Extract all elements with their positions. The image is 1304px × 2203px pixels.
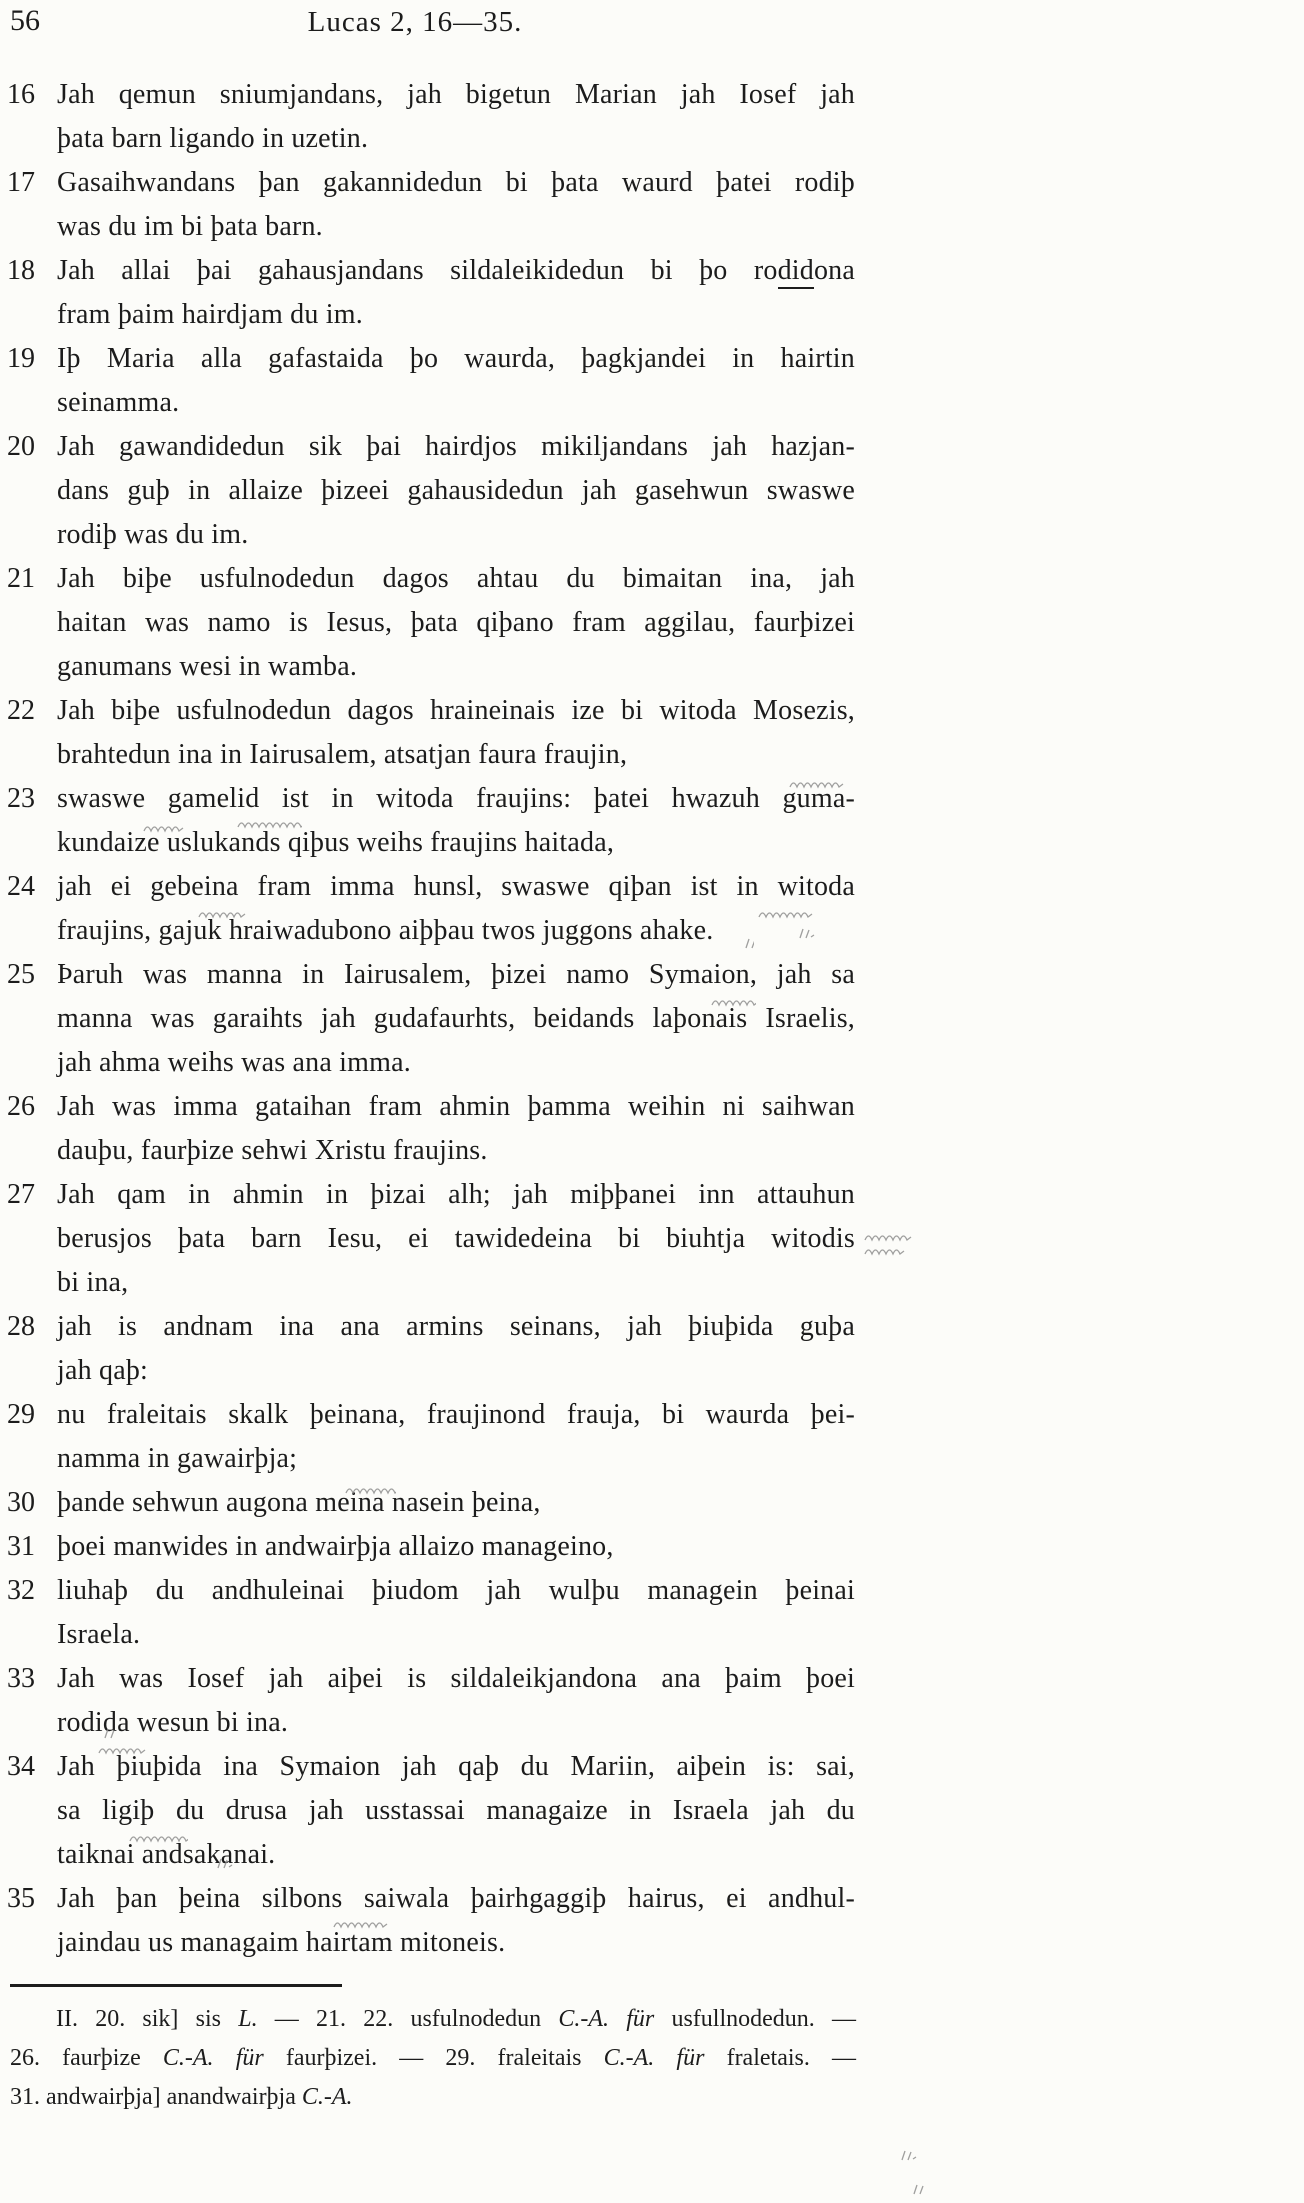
text-segment: fraujins, gajuk hraiwadubono aiþþau twos juggons ahake. <box>57 915 714 946</box>
verse-line <box>57 1393 855 1437</box>
verse-line <box>57 1569 855 1613</box>
verse-line <box>57 1349 855 1393</box>
text-segment: Gasaihwandans þan gakannidedun bi þata waurd þatei rodiþ <box>57 167 855 198</box>
text-segment: fram þaim hairdjam du im. <box>57 299 363 330</box>
text-segment: dauþu, faurþize sehwi Xristu fraujins. <box>57 1135 488 1166</box>
verse-23 <box>7 777 855 865</box>
verse-34 <box>7 1745 855 1877</box>
verse-line <box>57 469 855 513</box>
text-segment: berusjos þata barn Iesu, ei tawidedeina bi biuhtja witodis <box>57 1223 855 1254</box>
verse-line <box>57 997 855 1041</box>
verse-line <box>57 337 855 381</box>
verse-35 <box>7 1877 855 1965</box>
text-segment: Þaruh was manna in Iairusalem, þizei namo Symaion, jah sa <box>57 959 855 990</box>
text-segment: Jah allai þai gahausjandans sildaleikidedun bi þo ro <box>57 255 778 286</box>
text-segment: Jah biþe usfulnodedun dagos ahtau du bimaitan ina, jah <box>57 563 855 594</box>
verse-line <box>57 425 855 469</box>
text-segment: II. 20. sik] sis <box>56 2006 239 2032</box>
text-segment: jaindau us managaim hairtam mitoneis. <box>57 1927 506 1958</box>
verse-line <box>57 1701 855 1745</box>
text-segment: Jah biþe usfulnodedun dagos hraineinais ize bi witoda Mosezis, <box>57 695 855 726</box>
text-segment: usfullnodedun. — <box>654 2006 856 2032</box>
verse-line <box>57 1877 855 1921</box>
verse-line <box>57 909 855 953</box>
verse-line <box>57 1217 855 1261</box>
text-segment: Jah was Iosef jah aiþei is sildaleikjandona ana þaim þoei <box>57 1663 855 1694</box>
text-segment: bi ina, <box>57 1267 129 1298</box>
text-segment: jah ahma weihs was ana imma. <box>57 1047 411 1078</box>
verse-line <box>57 381 855 425</box>
text-segment: taiknai andsakanai. <box>57 1839 276 1870</box>
verse-line <box>57 205 855 249</box>
verse-line <box>57 1305 855 1349</box>
verse-number: 31 <box>7 1531 35 1562</box>
verse-line <box>57 1481 855 1525</box>
verse-number: 18 <box>7 255 35 286</box>
pencil-annotation <box>900 2148 918 2164</box>
text-segment: Jah gawandidedun sik þai hairdjos mikiljandans jah hazjan- <box>57 431 855 462</box>
text-segment: brahtedun ina in Iairusalem, atsatjan faura fraujin, <box>57 739 628 770</box>
verse-number: 23 <box>7 783 35 814</box>
verse-number: 19 <box>7 343 35 374</box>
verse-27 <box>7 1173 855 1305</box>
text-segment: 31. andwairþja] anandwairþja <box>10 2084 302 2110</box>
verse-17 <box>7 161 855 249</box>
verse-28 <box>7 1305 855 1393</box>
text-segment: Jah þiuþida ina Symaion jah qaþ du Mariin, aiþein is: sai, <box>57 1751 855 1782</box>
footnote-line <box>10 2000 856 2039</box>
text-segment: nu fraleitais skalk þeinana, fraujinond frauja, bi waurda þei- <box>57 1399 855 1430</box>
verse-line <box>57 1613 855 1657</box>
verse-number: 25 <box>7 959 35 990</box>
text-segment: jah is andnam ina ana armins seinans, jah þiuþida guþa <box>57 1311 855 1342</box>
verse-line <box>57 1833 855 1877</box>
text-segment: seinamma. <box>57 387 180 418</box>
text-segment: kundaize uslukands qiþus weihs fraujins haitada, <box>57 827 615 858</box>
verse-line <box>57 1525 855 1569</box>
verse-line <box>57 1745 855 1789</box>
footnote-line <box>10 2039 856 2078</box>
pencil-annotation <box>912 2182 924 2198</box>
verse-number: 21 <box>7 563 35 594</box>
verse-line <box>57 1129 855 1173</box>
verse-line <box>57 1789 855 1833</box>
verse-30 <box>7 1481 855 1525</box>
footnote-rule <box>10 1984 342 1987</box>
verse-number: 32 <box>7 1575 35 1606</box>
text-segment: faurþizei. — 29. fraleitais <box>263 2045 604 2071</box>
text-segment: rodida wesun bi ina. <box>57 1707 289 1738</box>
verse-18 <box>7 249 855 337</box>
verse-line <box>57 557 855 601</box>
text-segment: fraletais. — <box>704 2045 856 2071</box>
verse-19 <box>7 337 855 425</box>
verse-number: 29 <box>7 1399 35 1430</box>
verse-22 <box>7 689 855 777</box>
verse-number: 22 <box>7 695 35 726</box>
verse-line <box>57 1261 855 1305</box>
text-segment: L. <box>238 2006 258 2032</box>
verse-line <box>57 513 855 557</box>
verse-line <box>57 689 855 733</box>
verse-line <box>57 117 855 161</box>
verse-line <box>57 777 855 821</box>
footnote-line <box>10 2078 856 2117</box>
verse-number: 34 <box>7 1751 35 1782</box>
verse-line <box>57 733 855 777</box>
verse-32 <box>7 1569 855 1657</box>
verse-24 <box>7 865 855 953</box>
page-number: 56 <box>10 4 40 37</box>
verse-number: 30 <box>7 1487 35 1518</box>
text-segment: C.-A. für <box>603 2045 705 2071</box>
verse-line <box>57 1173 855 1217</box>
verse-line <box>57 1085 855 1129</box>
verse-21 <box>7 557 855 689</box>
text-segment: ganumans wesi in wamba. <box>57 651 358 682</box>
text-segment: manna was garaihts jah gudafaurhts, beidands laþonais Israelis, <box>57 1003 855 1034</box>
verse-29 <box>7 1393 855 1481</box>
text-segment: liuhaþ du andhuleinai þiudom jah wulþu managein þeinai <box>57 1575 855 1606</box>
text-segment: — 21. 22. usfulnodedun <box>257 2006 559 2032</box>
verse-16 <box>7 73 855 161</box>
text-segment: þata barn ligando in uzetin. <box>57 123 369 154</box>
verse-line <box>57 293 855 337</box>
text-segment: C.-A. für <box>162 2045 264 2071</box>
text-segment: jah qaþ: <box>57 1355 149 1386</box>
verse-line <box>57 645 855 689</box>
verse-number: 16 <box>7 79 35 110</box>
text-segment: þoei manwides in andwairþja allaizo manageino, <box>57 1531 614 1562</box>
verse-number: 26 <box>7 1091 35 1122</box>
text-segment: dans guþ in allaize þizeei gahausidedun jah gasehwun swaswe <box>57 475 855 506</box>
page-heading: Lucas 2, 16—35. <box>307 6 523 38</box>
text-segment: Israela. <box>57 1619 141 1650</box>
verse-line <box>57 161 855 205</box>
verse-number: 35 <box>7 1883 35 1914</box>
text-segment: C.-A. für <box>558 2006 655 2032</box>
verse-number: 28 <box>7 1311 35 1342</box>
text-segment: Iþ Maria alla gafastaida þo waurda, þagkjandei in hairtin <box>57 343 855 374</box>
verse-line <box>57 1437 855 1481</box>
text-segment: was du im bi þata barn. <box>57 211 323 242</box>
verse-number: 33 <box>7 1663 35 1694</box>
verse-line <box>57 821 855 865</box>
text-segment: C.-A. <box>301 2084 353 2110</box>
text-segment: ona <box>813 255 855 286</box>
text-segment: þande sehwun augona meina nasein þeina, <box>57 1487 541 1518</box>
text-segment: jah ei gebeina fram imma hunsl, swaswe qiþan ist in witoda <box>57 871 855 902</box>
text-segment: haitan was namo is Iesus, þata qiþano fram aggilau, faurþizei <box>57 607 855 638</box>
verse-list <box>7 73 855 1965</box>
text-segment: 26. faurþize <box>10 2045 163 2071</box>
text-segment: swaswe gamelid ist in witoda fraujins: þatei hwazuh guma- <box>57 783 855 814</box>
verse-line <box>57 865 855 909</box>
verse-25 <box>7 953 855 1085</box>
verse-number: 17 <box>7 167 35 198</box>
verse-number: 24 <box>7 871 35 902</box>
pencil-annotation <box>863 1230 913 1264</box>
footnotes <box>10 2000 856 2117</box>
verse-26 <box>7 1085 855 1173</box>
verse-31 <box>7 1525 855 1569</box>
verse-number: 27 <box>7 1179 35 1210</box>
verse-line <box>57 73 855 117</box>
text-segment: Jah qemun sniumjandans, jah bigetun Marian jah Iosef jah <box>57 79 855 110</box>
verse-33 <box>7 1657 855 1745</box>
verse-20 <box>7 425 855 557</box>
text-segment: Jah qam in ahmin in þizai alh; jah miþþanei inn attauhun <box>57 1179 855 1210</box>
text-segment: Jah þan þeina silbons saiwala þairhgaggiþ hairus, ei andhul- <box>57 1883 855 1914</box>
verse-line <box>57 1041 855 1085</box>
verse-number: 20 <box>7 431 35 462</box>
text-segment: sa ligiþ du drusa jah usstassai managaize in Israela jah du <box>57 1795 855 1826</box>
text-segment: did <box>778 255 814 289</box>
verse-line <box>57 953 855 997</box>
verse-line <box>57 1657 855 1701</box>
text-segment: rodiþ was du im. <box>57 519 249 550</box>
text-segment: Jah was imma gataihan fram ahmin þamma weihin ni saihwan <box>57 1091 855 1122</box>
verse-line <box>57 1921 855 1965</box>
verse-line <box>57 601 855 645</box>
text-segment: namma in gawairþja; <box>57 1443 298 1474</box>
verse-line <box>57 249 855 293</box>
